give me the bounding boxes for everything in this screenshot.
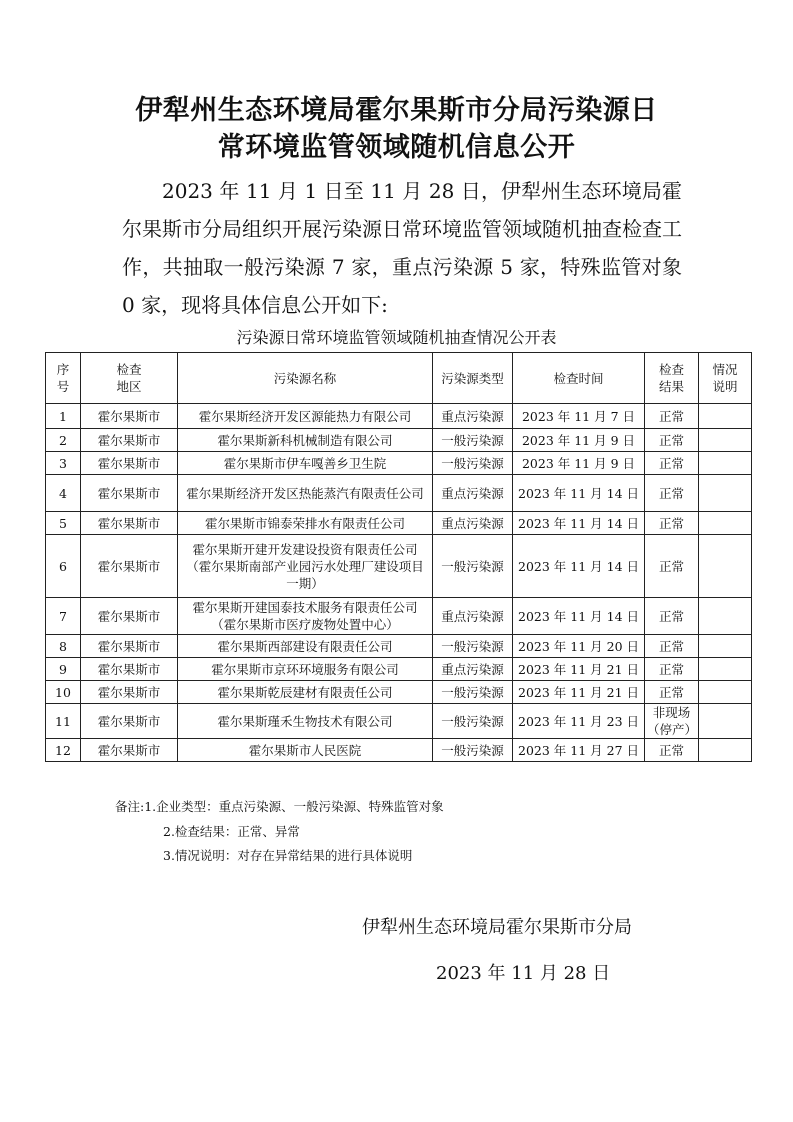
cell-type: 重点污染源 (433, 475, 513, 512)
cell-name: 霍尔果斯新科机械制造有限公司 (178, 429, 433, 452)
cell-name: 霍尔果斯经济开发区热能蒸汽有限责任公司 (178, 475, 433, 512)
cell-remark (699, 452, 752, 475)
cell-no: 12 (46, 739, 81, 762)
table-header-row (46, 353, 752, 404)
cell-result: 正常 (645, 512, 699, 535)
cell-result: 正常 (645, 429, 699, 452)
note-item-1: 1.企业类型：重点污染源、一般污染源、特殊监管对象 (144, 799, 444, 814)
cell-type: 一般污染源 (433, 739, 513, 762)
cell-remark (699, 535, 752, 598)
notes (115, 795, 444, 869)
cell-name: 霍尔果斯开建国泰技术服务有限责任公司（霍尔果斯市医疗废物处置中心） (178, 598, 433, 635)
cell-type: 一般污染源 (433, 452, 513, 475)
cell-type: 一般污染源 (433, 635, 513, 658)
cell-time: 2023 年 11 月 7 日 (513, 404, 645, 429)
notes-label: 备注: (115, 799, 145, 814)
cell-remark (699, 704, 752, 739)
cell-remark (699, 404, 752, 429)
cell-type: 重点污染源 (433, 598, 513, 635)
table-row (46, 429, 752, 452)
cell-name: 霍尔果斯市人民医院 (178, 739, 433, 762)
cell-type: 重点污染源 (433, 404, 513, 429)
cell-result: 正常 (645, 658, 699, 681)
cell-name: 霍尔果斯经济开发区源能热力有限公司 (178, 404, 433, 429)
title-line-1: 伊犁州生态环境局霍尔果斯市分局污染源日 (135, 95, 658, 126)
table-row (46, 658, 752, 681)
cell-no: 8 (46, 635, 81, 658)
table-row (46, 404, 752, 429)
cell-type: 一般污染源 (433, 429, 513, 452)
cell-remark (699, 429, 752, 452)
cell-name: 霍尔果斯市京环环境服务有限公司 (178, 658, 433, 681)
header-result: 检查结果 (645, 353, 699, 404)
cell-area: 霍尔果斯市 (81, 512, 178, 535)
cell-area: 霍尔果斯市 (81, 475, 178, 512)
cell-no: 5 (46, 512, 81, 535)
cell-result: 正常 (645, 404, 699, 429)
cell-area: 霍尔果斯市 (81, 681, 178, 704)
header-no: 序号 (46, 353, 81, 404)
cell-time: 2023 年 11 月 21 日 (513, 681, 645, 704)
table-row (46, 635, 752, 658)
cell-type: 一般污染源 (433, 535, 513, 598)
cell-remark (699, 681, 752, 704)
table-row (46, 598, 752, 635)
cell-remark (699, 635, 752, 658)
cell-time: 2023 年 11 月 27 日 (513, 739, 645, 762)
cell-time: 2023 年 11 月 9 日 (513, 429, 645, 452)
table-row (46, 704, 752, 739)
header-remark: 情况说明 (699, 353, 752, 404)
cell-no: 4 (46, 475, 81, 512)
cell-remark (699, 475, 752, 512)
table-body (46, 404, 752, 762)
cell-result: 正常 (645, 452, 699, 475)
cell-remark (699, 658, 752, 681)
note-item-3: 3.情况说明：对存在异常结果的进行具体说明 (163, 848, 413, 863)
cell-result: 正常 (645, 739, 699, 762)
table-row (46, 535, 752, 598)
cell-time: 2023 年 11 月 23 日 (513, 704, 645, 739)
cell-area: 霍尔果斯市 (81, 429, 178, 452)
cell-name: 霍尔果斯瑾禾生物技术有限公司 (178, 704, 433, 739)
cell-name: 霍尔果斯开建开发建设投资有限责任公司（霍尔果斯南部产业园污水处理厂建设项目一期） (178, 535, 433, 598)
cell-area: 霍尔果斯市 (81, 404, 178, 429)
table-row (46, 452, 752, 475)
header-area: 检查地区 (81, 353, 178, 404)
document-title (0, 92, 793, 166)
cell-no: 2 (46, 429, 81, 452)
cell-time: 2023 年 11 月 9 日 (513, 452, 645, 475)
cell-time: 2023 年 11 月 14 日 (513, 475, 645, 512)
cell-name: 霍尔果斯乾辰建材有限责任公司 (178, 681, 433, 704)
cell-area: 霍尔果斯市 (81, 635, 178, 658)
signature-date: 2023 年 11 月 28 日 (436, 963, 611, 984)
header-name: 污染源名称 (178, 353, 433, 404)
cell-no: 1 (46, 404, 81, 429)
cell-type: 重点污染源 (433, 512, 513, 535)
cell-type: 一般污染源 (433, 704, 513, 739)
table-row (46, 512, 752, 535)
cell-no: 10 (46, 681, 81, 704)
cell-area: 霍尔果斯市 (81, 598, 178, 635)
cell-remark (699, 512, 752, 535)
cell-area: 霍尔果斯市 (81, 658, 178, 681)
cell-area: 霍尔果斯市 (81, 739, 178, 762)
cell-time: 2023 年 11 月 14 日 (513, 598, 645, 635)
cell-time: 2023 年 11 月 14 日 (513, 535, 645, 598)
cell-result: 正常 (645, 681, 699, 704)
cell-time: 2023 年 11 月 21 日 (513, 658, 645, 681)
cell-no: 3 (46, 452, 81, 475)
cell-time: 2023 年 11 月 14 日 (513, 512, 645, 535)
cell-remark (699, 598, 752, 635)
cell-result: 非现场（停产） (645, 704, 699, 739)
note-item-2: 2.检查结果：正常、异常 (163, 823, 300, 839)
intro-text: 2023 年 11 月 1 日至 11 月 28 日，伊犁州生态环境局霍尔果斯市分局组织开展污染源日常环境监管领域随机抽查检查工作，共抽取一般污染源 7 家，重点污染源 5 家，特殊监管对象 0 家，现将具体信息公开如下: (122, 179, 682, 317)
signature-org: 伊犁州生态环境局霍尔果斯市分局 (362, 917, 632, 938)
table-row (46, 475, 752, 512)
inspection-table (45, 352, 752, 762)
cell-area: 霍尔果斯市 (81, 704, 178, 739)
cell-no: 11 (46, 704, 81, 739)
cell-result: 正常 (645, 598, 699, 635)
cell-result: 正常 (645, 635, 699, 658)
cell-remark (699, 739, 752, 762)
header-type: 污染源类型 (433, 353, 513, 404)
cell-area: 霍尔果斯市 (81, 452, 178, 475)
cell-no: 6 (46, 535, 81, 598)
table-row (46, 681, 752, 704)
table-caption: 污染源日常环境监管领域随机抽查情况公开表 (236, 328, 557, 347)
cell-no: 9 (46, 658, 81, 681)
cell-type: 一般污染源 (433, 681, 513, 704)
cell-name: 霍尔果斯西部建设有限责任公司 (178, 635, 433, 658)
table-row (46, 739, 752, 762)
intro-paragraph (122, 172, 682, 324)
cell-type: 重点污染源 (433, 658, 513, 681)
cell-time: 2023 年 11 月 20 日 (513, 635, 645, 658)
title-line-2: 常环境监管领域随机信息公开 (217, 132, 576, 163)
cell-name: 霍尔果斯市锦泰荣排水有限责任公司 (178, 512, 433, 535)
cell-result: 正常 (645, 535, 699, 598)
header-time: 检查时间 (513, 353, 645, 404)
cell-area: 霍尔果斯市 (81, 535, 178, 598)
cell-no: 7 (46, 598, 81, 635)
cell-name: 霍尔果斯市伊车嘎善乡卫生院 (178, 452, 433, 475)
cell-result: 正常 (645, 475, 699, 512)
